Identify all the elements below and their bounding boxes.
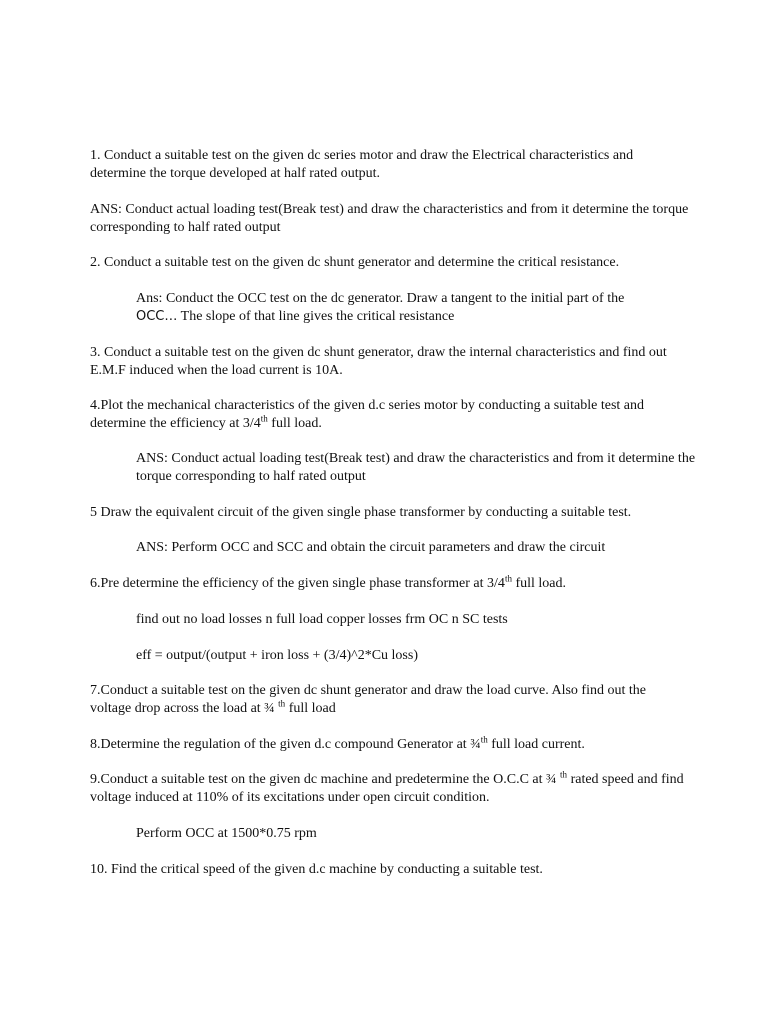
question-3-text: 3. Conduct a suitable test on the given dc shunt generator, draw the internal characteristics and find out E.M.F induced when the load current is 10A.: [90, 345, 667, 378]
question-7: [90, 682, 690, 718]
question-2-text: 2. Conduct a suitable test on the given dc shunt generator and determine the critical resistance.: [90, 255, 620, 270]
question-9-sup: th: [560, 769, 568, 780]
question-2: [90, 254, 690, 272]
answer-4: [136, 450, 696, 486]
answer-6-line-1-text: find out no load losses n full load copper losses frm OC n SC tests: [136, 612, 508, 627]
question-10-text: 10. Find the critical speed of the given d.c machine by conducting a suitable test.: [90, 862, 543, 877]
question-4-part1: 4.Plot the mechanical characteristics of the given d.c series motor by conducting a suitable test and determine the efficiency at 3/4: [90, 398, 644, 431]
question-6-part1: 6.Pre determine the efficiency of the given single phase transformer at 3/4: [90, 576, 505, 591]
question-4: [90, 397, 690, 433]
question-4-part2: full load.: [267, 416, 322, 431]
answer-2-occ: OCC…: [136, 309, 178, 324]
answer-1-text: ANS: Conduct actual loading test(Break test) and draw the characteristics and from it determine the torque corresponding to half rated output: [90, 202, 689, 235]
answer-2: [136, 290, 696, 326]
question-5: [90, 504, 690, 522]
answer-9-text: Perform OCC at 1500*0.75 rpm: [136, 826, 317, 841]
question-9: [90, 771, 690, 807]
answer-2-part1: Ans: Conduct the OCC test on the dc generator. Draw a tangent to the initial part of the: [136, 291, 625, 306]
answer-1: [90, 201, 690, 237]
question-7-part2: full load: [285, 701, 336, 716]
question-8-part2: full load current.: [487, 737, 585, 752]
question-4-sup: th: [260, 413, 268, 424]
answer-5-text: ANS: Perform OCC and SCC and obtain the circuit parameters and draw the circuit: [136, 540, 606, 555]
question-9-part1: 9.Conduct a suitable test on the given dc machine and predetermine the O.C.C at ¾: [90, 772, 561, 787]
question-6: [90, 575, 690, 593]
question-1-text: 1. Conduct a suitable test on the given dc series motor and draw the Electrical characteristics and determine the torque developed at half rated output.: [90, 148, 634, 181]
question-6-sup: th: [504, 573, 512, 584]
answer-6-line-2-text: eff = output/(output + iron loss + (3/4)^2*Cu loss): [136, 648, 418, 663]
question-1: [90, 147, 690, 183]
question-3: [90, 344, 690, 380]
question-8-sup: th: [480, 734, 488, 745]
answer-6-line-1: [136, 611, 696, 629]
question-9-part2: rated speed and find voltage induced at 110% of its excitations under open circuit condition.: [90, 772, 684, 805]
question-8: [90, 736, 690, 754]
question-6-part2: full load.: [511, 576, 566, 591]
question-8-part1: 8.Determine the regulation of the given d.c compound Generator at ¾: [90, 737, 481, 752]
answer-5: [136, 539, 696, 557]
answer-4-text: ANS: Conduct actual loading test(Break test) and draw the characteristics and from it determine the torque corresponding to half rated output: [136, 451, 696, 484]
question-5-text: 5 Draw the equivalent circuit of the given single phase transformer by conducting a suitable test.: [90, 505, 632, 520]
question-10: [90, 861, 690, 879]
answer-6-line-2: [136, 647, 696, 665]
answer-9: [136, 825, 696, 843]
question-7-sup: th: [278, 698, 286, 709]
question-7-part1: 7.Conduct a suitable test on the given dc shunt generator and draw the load curve. Also find out the voltage drop across the load at ¾: [90, 683, 646, 716]
answer-2-part2: The slope of that line gives the critical resistance: [177, 309, 455, 324]
